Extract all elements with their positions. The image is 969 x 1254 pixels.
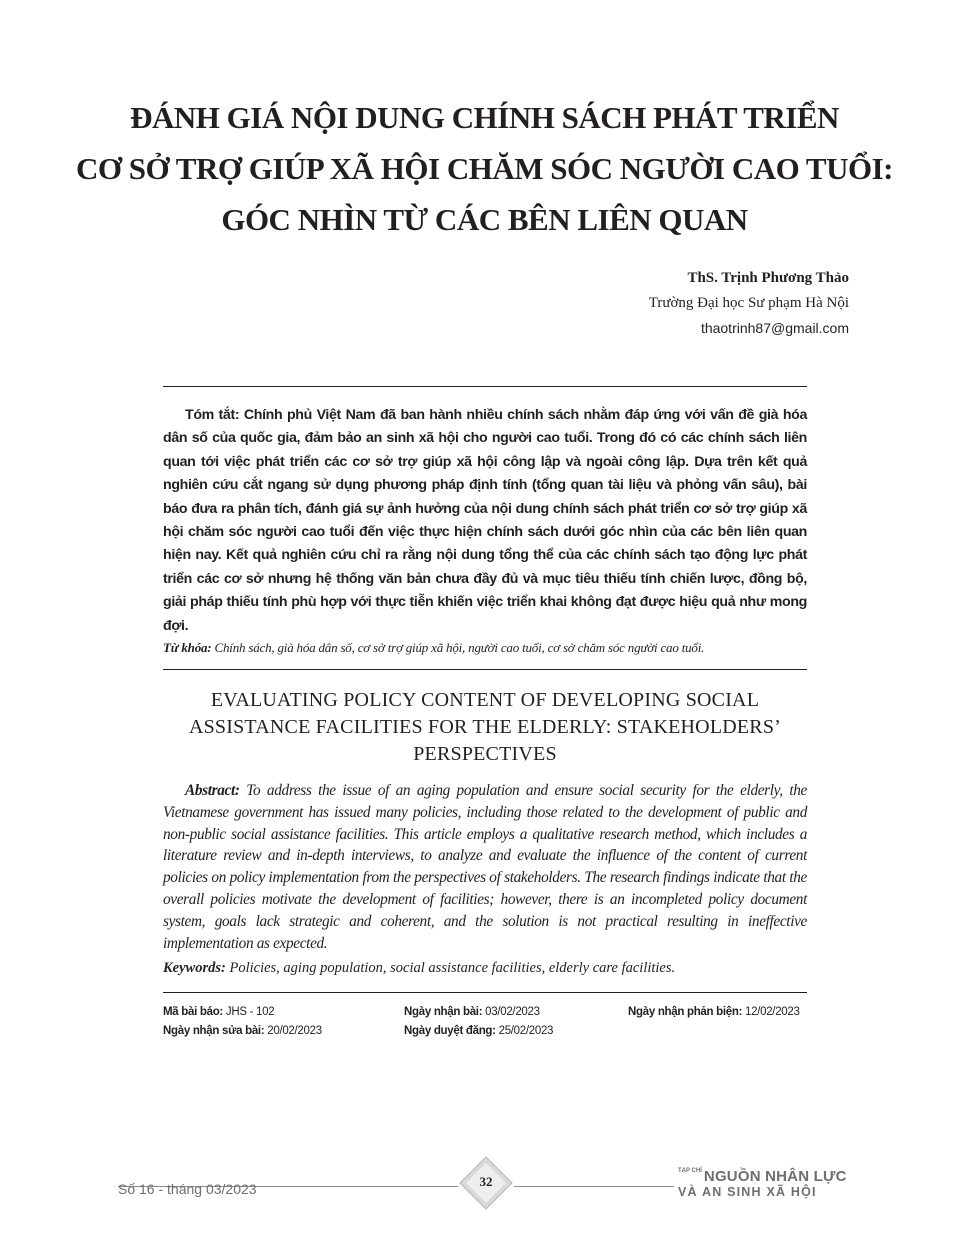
meta-article-code <box>163 1006 274 1018</box>
issue-label: Số 16 - tháng 03/2023 <box>118 1181 257 1197</box>
journal-name-line-1: NGUỒN NHÂN LỰC <box>703 1168 847 1185</box>
meta-accepted-label: Ngày duyệt đăng: <box>404 1025 496 1037</box>
meta-accepted <box>404 1025 553 1037</box>
en-keywords <box>163 960 807 977</box>
divider-top <box>163 386 807 387</box>
vn-keywords <box>163 640 807 656</box>
en-keywords-text: Policies, aging population, social assistance facilities, elderly care facilities. <box>229 960 676 976</box>
journal-prefix: TẠP CHÍ <box>678 1168 702 1174</box>
author-affiliation: Trường Đại học Sư phạm Hà Nội <box>648 295 849 311</box>
meta-accepted-value: 25/02/2023 <box>498 1025 554 1037</box>
vn-keywords-text: Chính sách, già hóa dân số, cơ sở trợ giúp xã hội, người cao tuổi, cơ sở chăm sóc người cao tuổi. <box>214 640 705 655</box>
en-abstract-label: Abstract: <box>185 782 240 799</box>
english-title-line-3: PERSPECTIVES <box>413 743 557 765</box>
meta-revised <box>163 1025 322 1037</box>
meta-received <box>404 1006 540 1018</box>
article-title <box>60 92 909 245</box>
meta-received-value: 03/02/2023 <box>485 1006 540 1018</box>
title-line-1: ĐÁNH GIÁ NỘI DUNG CHÍNH SÁCH PHÁT TRIỂN <box>130 100 839 135</box>
meta-received-label: Ngày nhận bài: <box>404 1006 483 1018</box>
author-name: ThS. Trịnh Phương Thảo <box>687 270 849 286</box>
en-abstract <box>163 780 807 954</box>
title-line-2: CƠ SỞ TRỢ GIÚP XÃ HỘI CHĂM SÓC NGƯỜI CAO TUỔI: <box>76 151 893 186</box>
meta-revised-label: Ngày nhận sửa bài: <box>163 1025 265 1037</box>
meta-article-code-label: Mã bài báo: <box>163 1006 223 1018</box>
vn-keywords-label: Từ khóa: <box>163 640 212 655</box>
author-email: thaotrinh87@gmail.com <box>700 320 849 336</box>
vn-abstract <box>163 404 807 638</box>
journal-brand <box>678 1168 858 1199</box>
english-title-line-1: EVALUATING POLICY CONTENT OF DEVELOPING SOCIAL <box>210 689 760 711</box>
meta-review <box>628 1006 800 1018</box>
divider-bottom <box>163 992 807 993</box>
page-number: 32 <box>479 1174 493 1189</box>
en-abstract-text: To address the issue of an aging population and ensure social security for the elderly, the Vietnamese government has issued many policies, including those related to the development of public and non-public social assistance facilities. This article employs a qualitative research method, which includes a literature review and in-depth interviews, to analyze and evaluate the influence of the content of current policies on policy implementation from the perspectives of stakeholders. The research findings indicate that the overall policies motivate the development of facilities; however, there is an incompleted policy document system, goals lack strategic and coherent, and the solution is not practical resulting in ineffective implementation as expected. <box>163 782 808 952</box>
vn-abstract-label: Tóm tắt: <box>185 407 240 423</box>
journal-name-line-2: VÀ AN SINH XÃ HỘI <box>678 1185 817 1199</box>
en-keywords-label: Keywords: <box>163 960 226 976</box>
meta-article-code-value: JHS - 102 <box>225 1006 275 1018</box>
english-title <box>163 687 807 768</box>
author-block <box>649 266 849 341</box>
meta-review-label: Ngày nhận phản biện: <box>628 1006 743 1018</box>
meta-revised-value: 20/02/2023 <box>267 1025 322 1037</box>
title-line-3: GÓC NHÌN TỪ CÁC BÊN LIÊN QUAN <box>221 202 748 237</box>
meta-review-value: 12/02/2023 <box>745 1006 800 1018</box>
divider-middle <box>163 669 807 670</box>
footer-line-right <box>514 1186 674 1187</box>
vn-abstract-text: Chính phủ Việt Nam đã ban hành nhiều chính sách nhằm đáp ứng với vấn đề già hóa dân số của quốc gia, đảm bảo an sinh xã hội cho người cao tuổi. Trong đó có các chính sách liên quan tới việc phát triển các cơ sở trợ giúp xã hội công lập và ngoài công lập. Dựa trên kết quả nghiên cứu cắt ngang sử dụng phương pháp định tính (tổng quan tài liệu và phỏng vấn sâu), bài báo đưa ra phân tích, đánh giá sự ảnh hưởng của nội dung chính sách phát triển cơ sở trợ giúp xã hội chăm sóc người cao tuổi đến việc thực hiện chính sách dưới góc nhìn của các bên liên quan hiện nay. Kết quả nghiên cứu chỉ ra rằng nội dung tổng thể của các chính sách tạo động lực phát triển các cơ sở nhưng hệ thống văn bản chưa đầy đủ và mục tiêu thiếu tính chiến lược, đồng bộ, giải pháp thiếu tính phù hợp với thực tiễn khiến việc triển khai không đạt được hiệu quả như mong đợi. <box>163 407 807 634</box>
english-title-line-2: ASSISTANCE FACILITIES FOR THE ELDERLY: STAKEHOLDERS’ <box>188 716 782 738</box>
